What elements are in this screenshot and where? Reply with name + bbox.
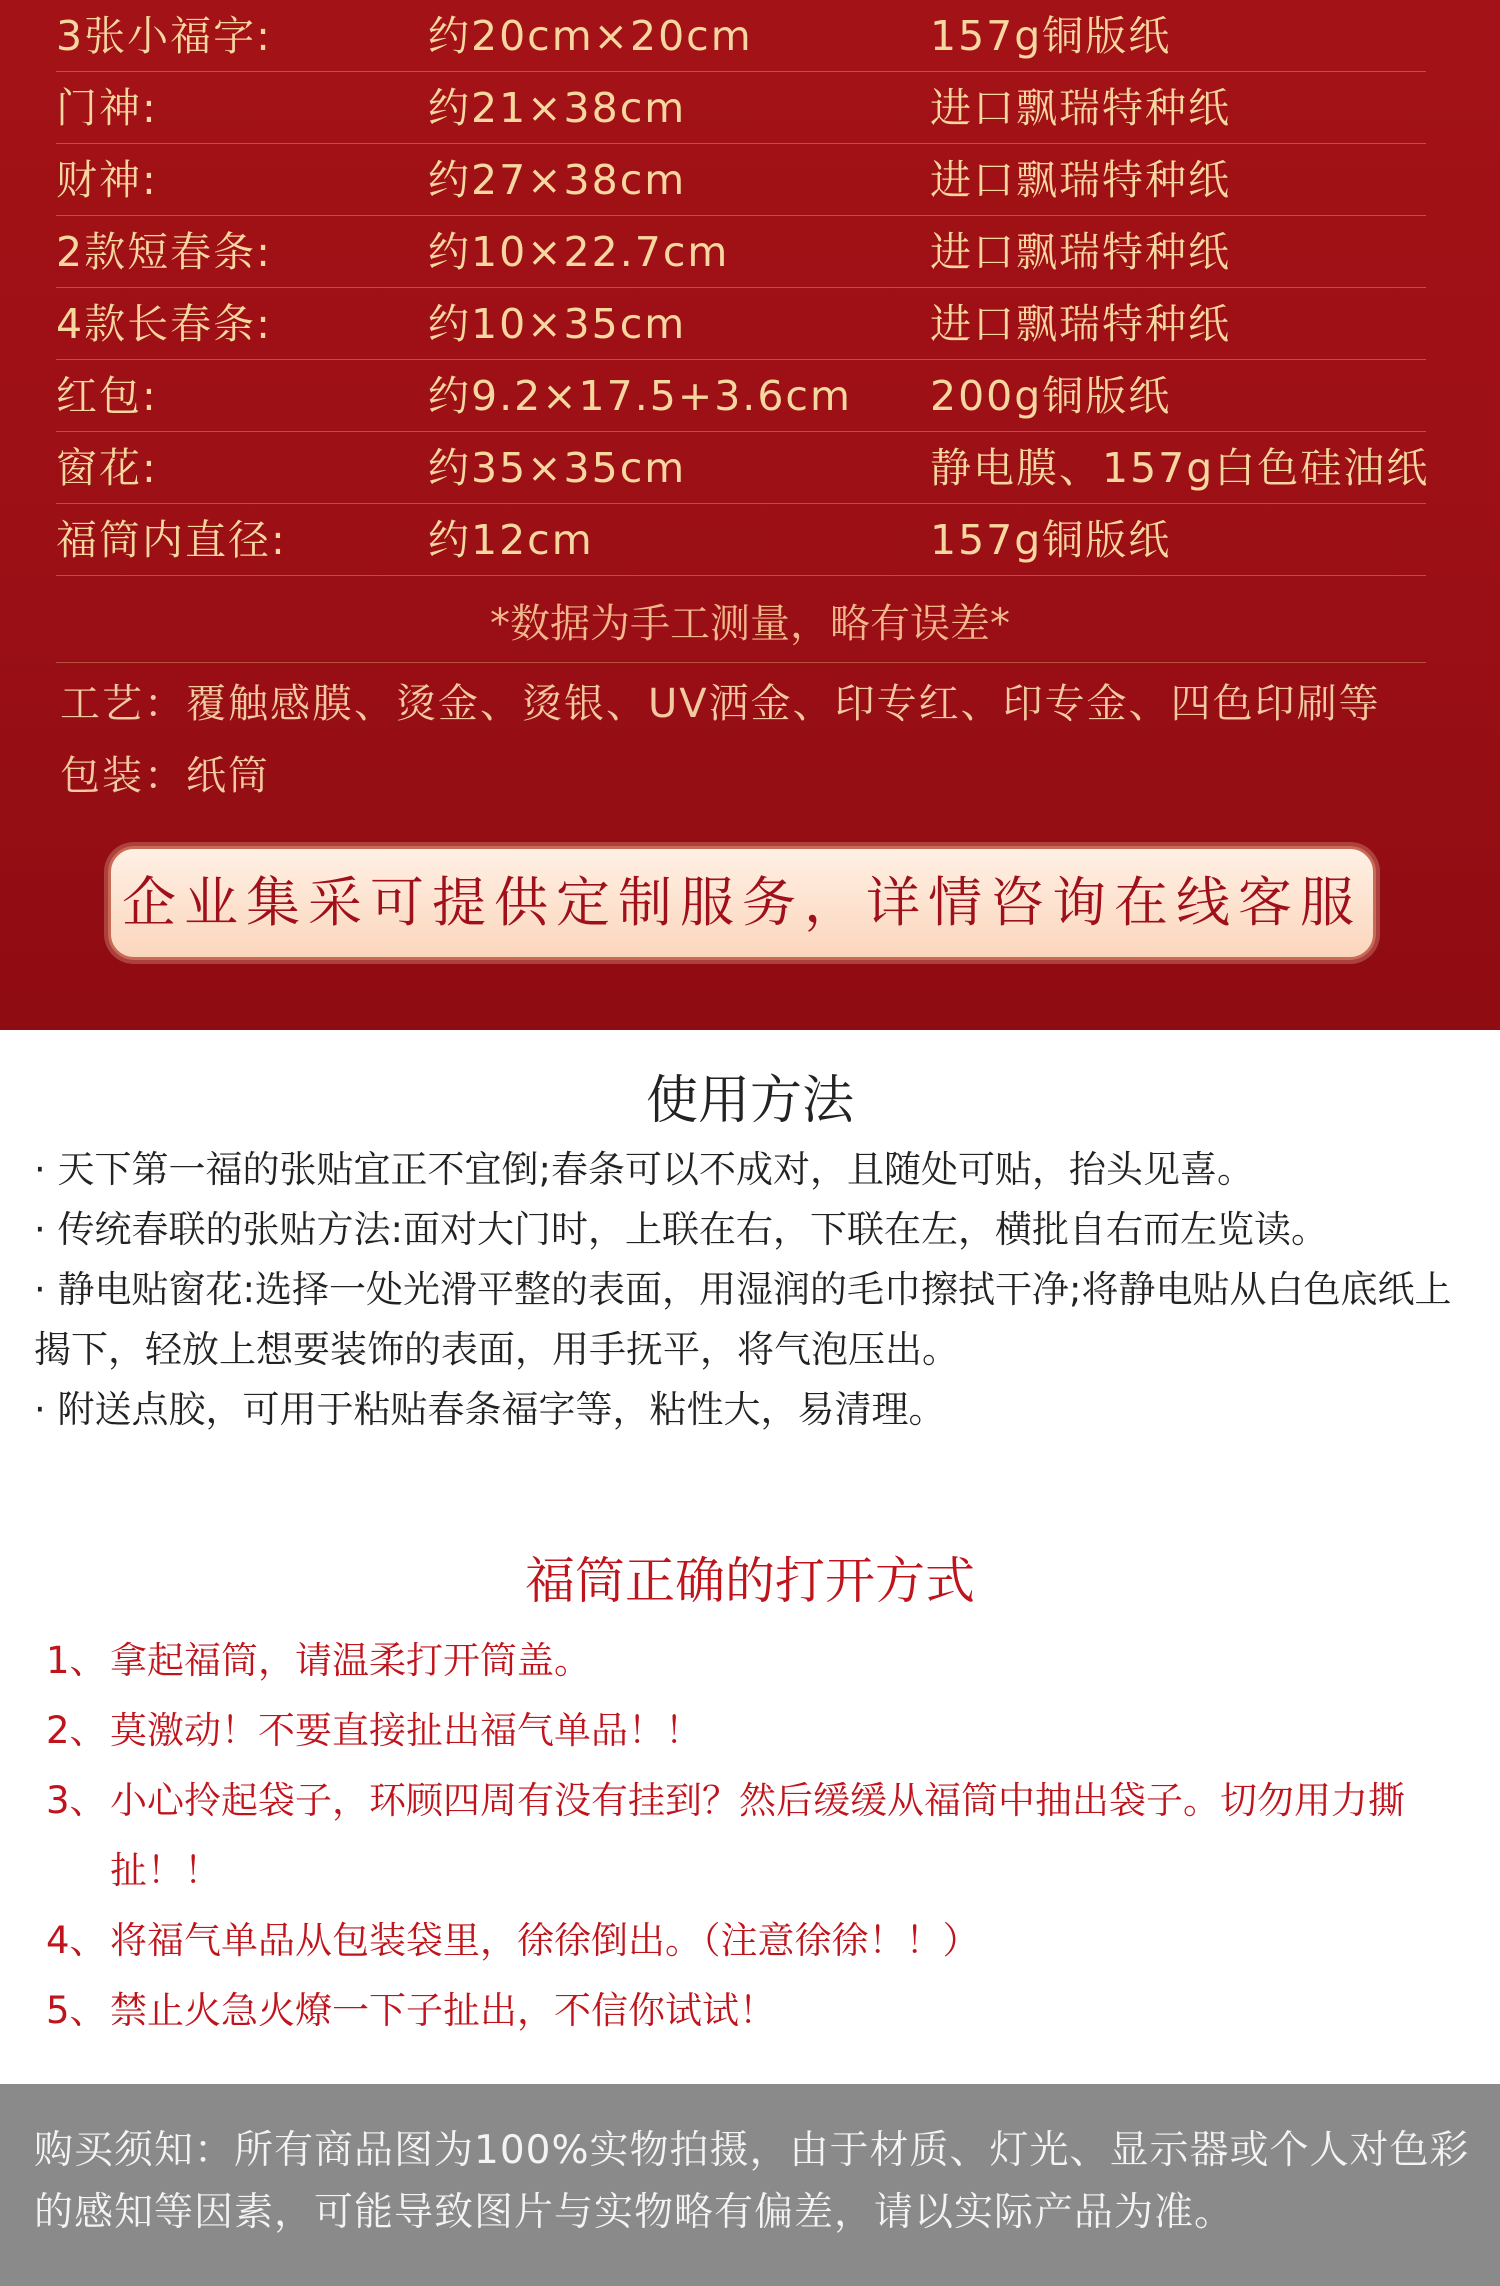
step-number: 4、 bbox=[46, 1919, 107, 1962]
spec-section bbox=[0, 0, 1500, 1030]
banner-text: 企业集采可提供定制服务，详情咨询在线客服 bbox=[122, 871, 1362, 934]
usage-title: 使用方法 bbox=[645, 1071, 854, 1131]
spec-size: 约12cm bbox=[428, 516, 594, 564]
purchase-notice-text: 购买须知：所有商品图为100%实物拍摄，由于材质、灯光、显示器或个人对色彩的感知等因素，可能导致图片与实物略有偏差，请以实际产品为准。 bbox=[34, 2128, 1470, 2235]
spec-size: 约9.2×17.5+3.6cm bbox=[428, 372, 852, 420]
spec-material: 静电膜、157g白色硅油纸 bbox=[930, 444, 1430, 492]
spec-size: 约21×38cm bbox=[428, 84, 687, 132]
opening-steps bbox=[46, 1626, 1476, 2046]
spec-name: 窗花: bbox=[56, 444, 158, 492]
spec-name: 福筒内直径: bbox=[56, 516, 287, 564]
step-number: 2、 bbox=[46, 1709, 107, 1752]
spec-name: 3张小福字: bbox=[56, 12, 272, 60]
opening-step bbox=[46, 1906, 1476, 1976]
step-text: 禁止火急火燎一下子扯出，不信你试试！ bbox=[110, 1989, 776, 2032]
spec-name: 2款短春条: bbox=[56, 228, 272, 276]
step-number: 3、 bbox=[46, 1779, 107, 1822]
spec-row bbox=[0, 432, 1500, 504]
spec-row bbox=[0, 216, 1500, 288]
craft-text: 工艺：覆触感膜、烫金、烫银、UV洒金、印专红、印专金、四色印刷等 bbox=[60, 681, 1381, 727]
usage-item: · 天下第一福的张贴宜正不宜倒;春条可以不成对，且随处可贴，抬头见喜。 bbox=[34, 1148, 1254, 1191]
spec-material: 进口飘瑞特种纸 bbox=[930, 156, 1231, 204]
step-number: 5、 bbox=[46, 1989, 107, 2032]
opening-step bbox=[46, 1766, 1476, 1906]
spec-name: 财神: bbox=[56, 156, 158, 204]
spec-name: 红包: bbox=[56, 372, 158, 420]
spec-row bbox=[0, 504, 1500, 576]
spec-name: 4款长春条: bbox=[56, 300, 272, 348]
opening-step bbox=[46, 1976, 1476, 2046]
spec-size: 约27×38cm bbox=[428, 156, 687, 204]
step-text: 将福气单品从包装袋里，徐徐倒出。（注意徐徐！！） bbox=[110, 1919, 980, 1962]
spec-row bbox=[0, 144, 1500, 216]
spec-size: 约10×35cm bbox=[428, 300, 687, 348]
opening-step bbox=[46, 1626, 1476, 1696]
opening-step bbox=[46, 1696, 1476, 1766]
purchase-notice-footer bbox=[0, 2084, 1500, 2286]
spec-size: 约10×22.7cm bbox=[428, 228, 730, 276]
usage-list bbox=[34, 1140, 1474, 1440]
spec-material: 进口飘瑞特种纸 bbox=[930, 300, 1231, 348]
spec-row bbox=[0, 360, 1500, 432]
spec-size: 约20cm×20cm bbox=[428, 12, 753, 60]
spec-row bbox=[0, 288, 1500, 360]
spec-row bbox=[0, 72, 1500, 144]
step-text: 莫激动！不要直接扯出福气单品！！ bbox=[110, 1709, 702, 1752]
spec-material: 157g铜版纸 bbox=[930, 12, 1172, 60]
spec-material: 进口飘瑞特种纸 bbox=[930, 228, 1231, 276]
usage-item: · 传统春联的张贴方法:面对大门时，上联在右，下联在左，横批自右而左览读。 bbox=[34, 1208, 1328, 1251]
step-text: 拿起福筒，请温柔打开筒盖。 bbox=[110, 1639, 591, 1682]
spec-size: 约35×35cm bbox=[428, 444, 687, 492]
spec-material: 157g铜版纸 bbox=[930, 516, 1172, 564]
step-text: 小心拎起袋子，环顾四周有没有挂到？然后缓缓从福筒中抽出袋子。切勿用力撕扯！！ bbox=[110, 1779, 1405, 1892]
spec-row bbox=[0, 0, 1500, 72]
usage-item: · 静电贴窗花:选择一处光滑平整的表面，用湿润的毛巾擦拭干净;将静电贴从白色底纸上揭下，轻放上想要装饰的表面，用手抚平，将气泡压出。 bbox=[34, 1268, 1452, 1371]
spec-name: 门神: bbox=[56, 84, 158, 132]
measurement-note: *数据为手工测量，略有误差* bbox=[490, 601, 1010, 647]
usage-item: · 附送点胶，可用于粘贴春条福字等，粘性大，易清理。 bbox=[34, 1388, 946, 1431]
step-number: 1、 bbox=[46, 1639, 107, 1682]
custom-service-banner[interactable] bbox=[108, 846, 1376, 960]
opening-title: 福筒正确的打开方式 bbox=[525, 1552, 975, 1610]
spec-material: 进口飘瑞特种纸 bbox=[930, 84, 1231, 132]
package-text: 包装：纸筒 bbox=[60, 753, 270, 799]
divider bbox=[56, 662, 1426, 663]
spec-material: 200g铜版纸 bbox=[930, 372, 1172, 420]
